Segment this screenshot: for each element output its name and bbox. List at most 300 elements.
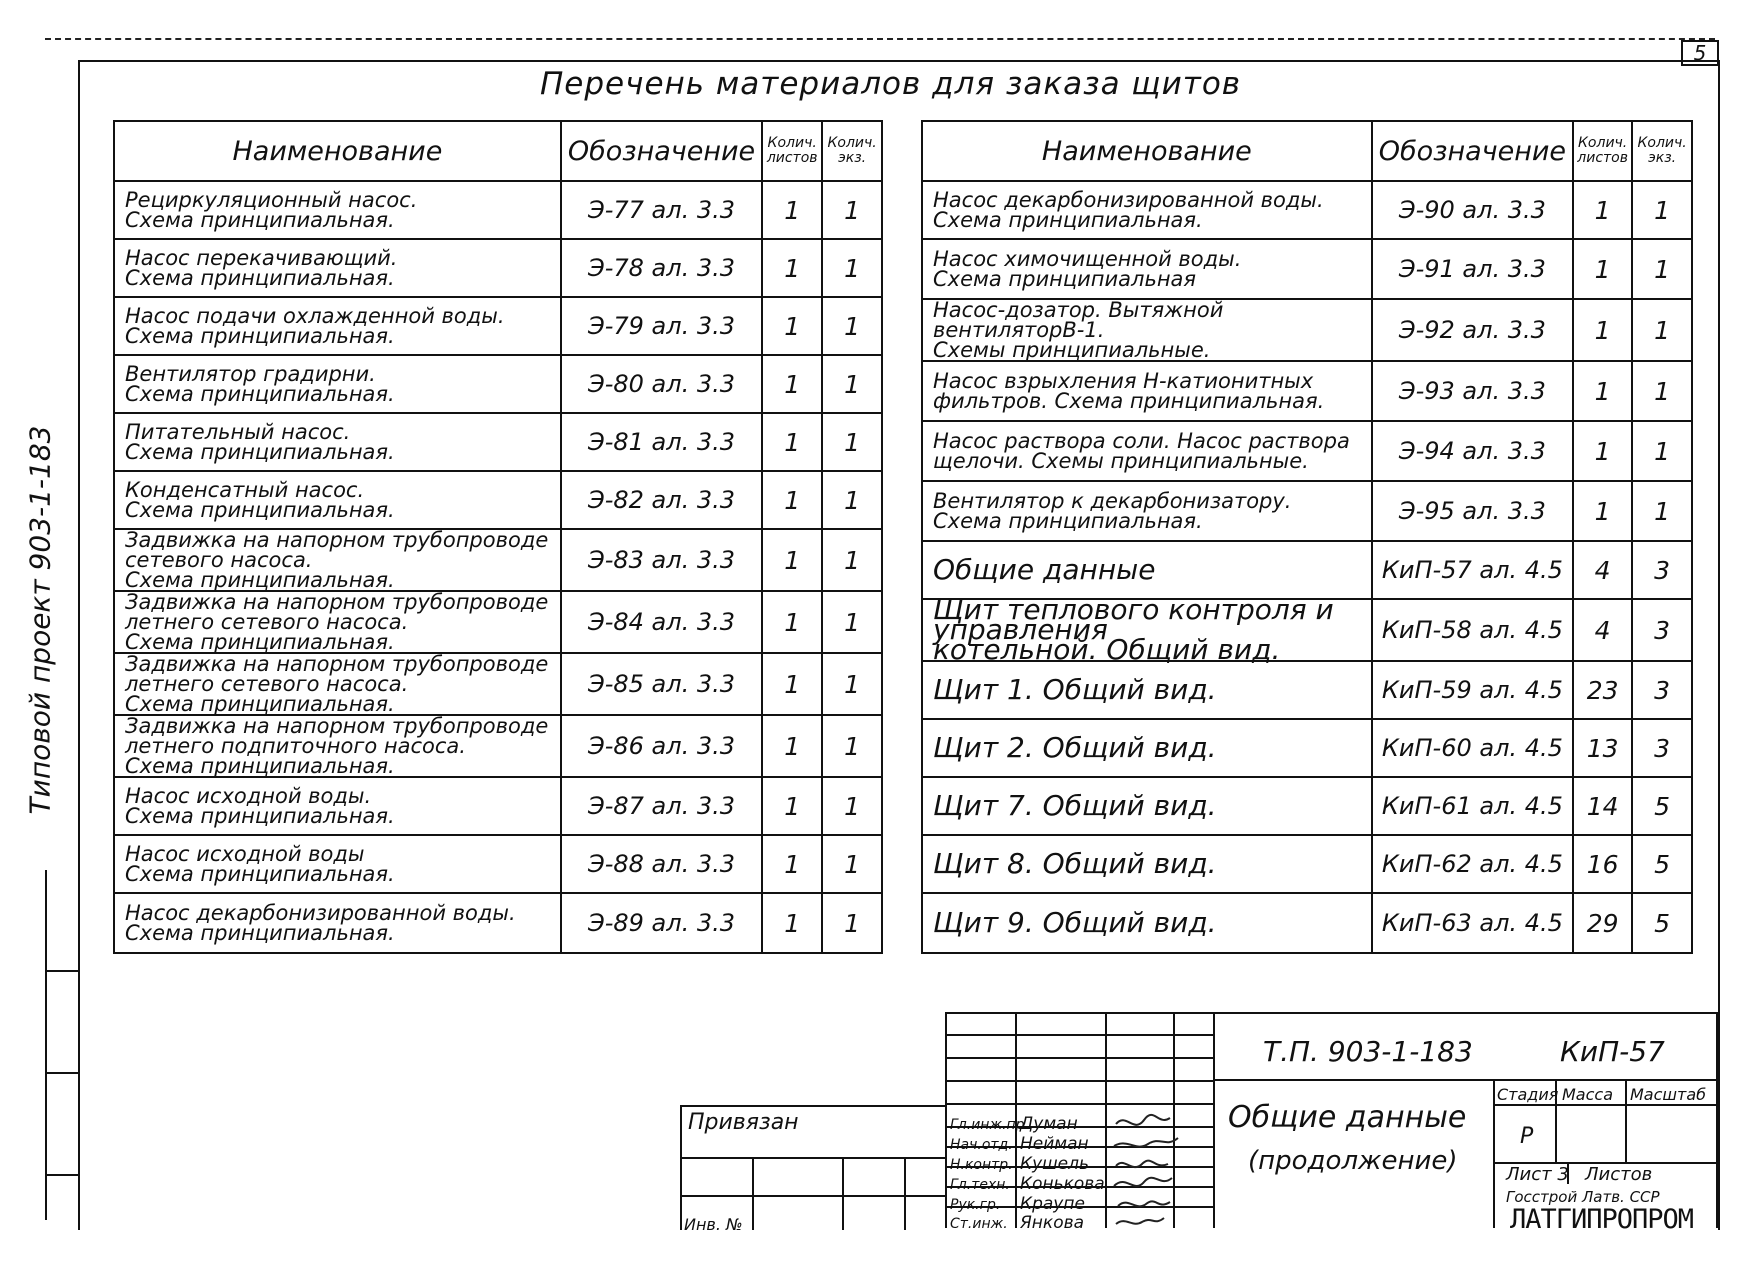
tb-line (1716, 1012, 1718, 1228)
item-name-text: Насос-дозатор. Вытяжной вентиляторВ-1. Схемы принципиальные. (933, 298, 1224, 362)
item-copy-count (1632, 661, 1692, 719)
header-name: Наименование (114, 121, 561, 181)
item-sheet-count-text: 23 (1586, 675, 1619, 705)
tb-line (1625, 1079, 1627, 1162)
item-designation (561, 239, 762, 297)
tb-line (945, 1012, 947, 1228)
item-name (922, 481, 1372, 541)
item-name-text: Задвижка на напорном трубопроводе летнего сетевого насоса. Схема принципиальная. (125, 590, 549, 654)
tb-line (945, 1080, 1213, 1082)
item-name-text: Щит 8. Общий вид. (933, 847, 1217, 880)
item-sheet-count (1573, 181, 1632, 239)
tb-line (1105, 1012, 1107, 1228)
side-stamp-divider (47, 1072, 80, 1074)
item-sheet-count (1573, 481, 1632, 541)
item-designation-text: КиП-59 ал. 4.5 (1381, 676, 1563, 704)
item-copy-count-text: 1 (844, 849, 861, 879)
item-designation (561, 893, 762, 953)
table-row (922, 361, 1692, 421)
table-row (114, 529, 882, 591)
item-sheet-count (762, 297, 822, 355)
item-name (922, 835, 1372, 893)
item-sheet-count (1573, 661, 1632, 719)
signature-name: Краупе (1020, 1194, 1085, 1214)
item-copy-count-text: 1 (844, 908, 861, 938)
item-designation (1372, 481, 1573, 541)
item-designation (1372, 893, 1573, 953)
item-copy-count (822, 181, 882, 239)
signature-name: Нейман (1020, 1134, 1089, 1154)
item-sheet-count-text: 4 (1594, 615, 1611, 645)
item-name (922, 181, 1372, 239)
item-copy-count-text: 5 (1654, 791, 1671, 821)
item-copy-count-text: 1 (844, 545, 861, 575)
item-copy-count (822, 413, 882, 471)
item-name-text: Насос подачи охлажденной воды. Схема принципиальная. (125, 304, 505, 348)
side-stamp-divider (47, 970, 80, 972)
item-copy-count (822, 777, 882, 835)
item-name (114, 653, 561, 715)
item-copy-count (822, 355, 882, 413)
tb-line (1213, 1079, 1716, 1081)
bound-divider (752, 1157, 754, 1230)
item-name (114, 297, 561, 355)
item-copy-count-text: 5 (1654, 908, 1671, 938)
table-row (114, 893, 882, 953)
item-designation-text: Э-82 ал. 3.3 (587, 486, 736, 514)
item-sheet-count (1573, 893, 1632, 953)
item-copy-count-text: 5 (1654, 849, 1671, 879)
item-name (114, 355, 561, 413)
item-sheet-count-text: 1 (1594, 254, 1611, 284)
table-row (922, 239, 1692, 299)
sheets-total-label: Листов (1585, 1164, 1653, 1185)
item-name (114, 835, 561, 893)
item-sheet-count (762, 893, 822, 953)
table-row (922, 481, 1692, 541)
table-row (114, 181, 882, 239)
item-name (114, 181, 561, 239)
item-name-text: Насос раствора соли. Насос раствора щелочи. Схемы принципиальные. (933, 429, 1350, 473)
document-subtitle: (продолжение) (1248, 1146, 1458, 1176)
item-name-text: Конденсатный насос. Схема принципиальная. (125, 478, 395, 522)
item-designation-text: КиП-63 ал. 4.5 (1381, 909, 1563, 937)
item-designation (1372, 719, 1573, 777)
item-sheet-count-text: 1 (1594, 496, 1611, 526)
item-copy-count-text: 1 (1654, 195, 1671, 225)
item-name (922, 593, 1372, 666)
item-sheet-count (1573, 361, 1632, 421)
item-designation (561, 413, 762, 471)
item-name-text: Щит 9. Общий вид. (933, 906, 1217, 939)
item-name (114, 413, 561, 471)
item-sheet-count (1573, 541, 1632, 599)
item-designation-text: Э-77 ал. 3.3 (587, 196, 736, 224)
item-sheet-count (1573, 835, 1632, 893)
item-copy-count-text: 1 (844, 731, 861, 761)
item-designation-text: Э-81 ал. 3.3 (587, 428, 736, 456)
header-sheets: Колич. листов (762, 121, 822, 181)
table-row (114, 297, 882, 355)
item-sheet-count (1573, 299, 1632, 361)
item-designation (1372, 777, 1573, 835)
item-copy-count (822, 297, 882, 355)
item-copy-count (1632, 239, 1692, 299)
item-designation-text: Э-92 ал. 3.3 (1398, 316, 1546, 344)
item-sheet-count-text: 1 (1594, 315, 1611, 345)
header-designation: Обозначение (1372, 121, 1573, 181)
table-row (114, 239, 882, 297)
item-copy-count (1632, 835, 1692, 893)
item-sheet-count-text: 1 (784, 669, 801, 699)
item-name-text: Задвижка на напорном трубопроводе летнего сетевого насоса. Схема принципиальная. (125, 652, 549, 716)
item-sheet-count-text: 16 (1586, 849, 1619, 879)
item-designation (561, 835, 762, 893)
item-name (922, 541, 1372, 599)
item-sheet-count-text: 1 (784, 485, 801, 515)
item-sheet-count-text: 1 (784, 607, 801, 637)
item-designation (561, 355, 762, 413)
item-designation-text: Э-94 ал. 3.3 (1398, 437, 1546, 465)
item-name-text: Насос химочищенной воды. Схема принципиальная (933, 247, 1242, 291)
item-sheet-count (762, 413, 822, 471)
item-sheet-count (762, 529, 822, 591)
item-name-text: Задвижка на напорном трубопроводе летнего подпиточного насоса. Схема принципиальная. (125, 714, 549, 778)
item-copy-count-text: 3 (1654, 733, 1671, 763)
header-copies: Колич. экз. (822, 121, 882, 181)
table-row (922, 599, 1692, 661)
item-copy-count (822, 653, 882, 715)
item-designation (1372, 361, 1573, 421)
item-copy-count-text: 3 (1654, 615, 1671, 645)
item-sheet-count-text: 1 (784, 311, 801, 341)
item-name (922, 893, 1372, 953)
item-sheet-count-text: 1 (1594, 195, 1611, 225)
item-copy-count (822, 239, 882, 297)
item-name-text: Насос исходной воды Схема принципиальная. (125, 842, 395, 886)
item-copy-count-text: 1 (1654, 376, 1671, 406)
document-code: Т.П. 903-1-183 (1263, 1035, 1473, 1068)
item-designation (561, 591, 762, 653)
item-name-text: Насос взрыхления Н-катионитных фильтров. Схема принципиальная. (933, 369, 1325, 413)
signature-role: Н.контр. (950, 1157, 1013, 1173)
item-copy-count-text: 1 (844, 195, 861, 225)
item-name-text: Общие данные (933, 553, 1156, 586)
signature-name: Конькова (1020, 1174, 1105, 1194)
table-row (922, 661, 1692, 719)
item-sheet-count-text: 1 (784, 908, 801, 938)
sheet-number: Лист 3 (1506, 1164, 1569, 1185)
item-designation-text: Э-80 ал. 3.3 (587, 370, 736, 398)
item-copy-count (822, 529, 882, 591)
item-designation-text: КиП-57 ал. 4.5 (1381, 556, 1563, 584)
header-designation: Обозначение (561, 121, 762, 181)
table-row (114, 715, 882, 777)
item-name-text: Насос декарбонизированной воды. Схема принципиальная. (125, 901, 516, 945)
item-sheet-count-text: 13 (1586, 733, 1619, 763)
signature-role: Гл.техн. (950, 1177, 1010, 1193)
item-designation (1372, 421, 1573, 481)
item-designation-text: Э-85 ал. 3.3 (587, 670, 736, 698)
item-designation-text: Э-83 ал. 3.3 (587, 546, 736, 574)
item-designation-text: КиП-58 ал. 4.5 (1381, 616, 1563, 644)
item-copy-count-text: 1 (1654, 436, 1671, 466)
left-materials-table (113, 120, 883, 954)
item-designation-text: КиП-60 ал. 4.5 (1381, 734, 1563, 762)
item-designation (561, 777, 762, 835)
item-name-text: Вентилятор к декарбонизатору. Схема принципиальная. (933, 489, 1292, 533)
item-name (922, 661, 1372, 719)
item-name-text: Насос перекачивающий. Схема принципиальная. (125, 246, 398, 290)
item-name (114, 715, 561, 777)
bound-divider (682, 1195, 947, 1197)
bound-divider (682, 1157, 947, 1159)
header-sheets: Колич. листов (1573, 121, 1632, 181)
item-designation (1372, 541, 1573, 599)
item-copy-count (1632, 299, 1692, 361)
item-copy-count-text: 1 (844, 485, 861, 515)
item-designation (561, 471, 762, 529)
item-sheet-count-text: 1 (784, 731, 801, 761)
item-copy-count-text: 1 (844, 253, 861, 283)
item-name-text: Насос декарбонизированной воды. Схема принципиальная. (933, 188, 1324, 232)
item-designation-text: Э-79 ал. 3.3 (587, 312, 736, 340)
item-designation (1372, 835, 1573, 893)
item-designation-text: Э-86 ал. 3.3 (587, 732, 736, 760)
tb-line (945, 1034, 1213, 1036)
inventory-label: Инв. № (684, 1215, 743, 1234)
table-row (922, 541, 1692, 599)
item-sheet-count (1573, 719, 1632, 777)
stage-header: Стадия (1497, 1085, 1559, 1104)
tb-line (945, 1103, 1213, 1105)
side-stamp-divider (47, 1174, 80, 1176)
table-row (922, 181, 1692, 239)
top-dashed-line (45, 38, 1715, 40)
item-sheet-count (762, 181, 822, 239)
item-designation-text: КиП-61 ал. 4.5 (1381, 792, 1563, 820)
item-designation (561, 297, 762, 355)
item-name (114, 471, 561, 529)
item-name (922, 239, 1372, 299)
tb-line (1213, 1012, 1215, 1228)
item-sheet-count (762, 835, 822, 893)
organization-line1: Госстрой Латв. ССР (1506, 1188, 1660, 1206)
item-sheet-count-text: 1 (784, 195, 801, 225)
item-sheet-count-text: 1 (784, 253, 801, 283)
item-designation-text: Э-90 ал. 3.3 (1398, 196, 1546, 224)
item-copy-count-text: 3 (1654, 675, 1671, 705)
item-sheet-count (1573, 777, 1632, 835)
signature-name: Янкова (1020, 1213, 1085, 1233)
bound-divider (842, 1157, 844, 1230)
side-project-label: Типовой проект 903-1-183 (23, 425, 57, 815)
item-copy-count (822, 715, 882, 777)
item-copy-count (1632, 421, 1692, 481)
item-designation-text: Э-89 ал. 3.3 (587, 909, 736, 937)
item-sheet-count (762, 591, 822, 653)
item-name (114, 239, 561, 297)
item-designation-text: Э-93 ал. 3.3 (1398, 377, 1546, 405)
right-materials-table (921, 120, 1693, 954)
item-copy-count-text: 3 (1654, 555, 1671, 585)
item-copy-count (1632, 777, 1692, 835)
signature-role: Гл.инж.пр. (950, 1117, 1030, 1133)
item-name (922, 421, 1372, 481)
table-header-row (114, 121, 882, 181)
item-name-text: Вентилятор градирни. Схема принципиальная. (125, 362, 395, 406)
header-name: Наименование (922, 121, 1372, 181)
table-row (114, 653, 882, 715)
signature-name: Кушель (1020, 1154, 1090, 1174)
item-copy-count-text: 1 (1654, 254, 1671, 284)
item-name-text: Щит 2. Общий вид. (933, 731, 1217, 764)
item-designation (561, 653, 762, 715)
item-sheet-count-text: 29 (1586, 908, 1619, 938)
item-copy-count (822, 471, 882, 529)
tb-line (1493, 1079, 1495, 1228)
item-designation (1372, 181, 1573, 239)
item-copy-count (822, 835, 882, 893)
page-title: Перечень материалов для заказа щитов (540, 66, 1242, 102)
item-copy-count-text: 1 (844, 669, 861, 699)
item-sheet-count-text: 1 (1594, 376, 1611, 406)
item-sheet-count (762, 653, 822, 715)
item-designation-text: Э-88 ал. 3.3 (587, 850, 736, 878)
item-sheet-count (762, 715, 822, 777)
sheet-code: КиП-57 (1560, 1035, 1665, 1068)
signature-role: Нач.отд. (950, 1137, 1013, 1153)
table-row (114, 355, 882, 413)
organization-name: ЛАТГИПРОПРОМ (1510, 1204, 1694, 1235)
item-sheet-count-text: 1 (1594, 436, 1611, 466)
table-row (922, 299, 1692, 361)
item-name-text: Щит 7. Общий вид. (933, 789, 1217, 822)
item-copy-count-text: 1 (844, 791, 861, 821)
item-copy-count-text: 1 (1654, 496, 1671, 526)
scale-header: Масштаб (1630, 1085, 1707, 1104)
item-name-text: Щит теплового контроля и управления котельной. Общий вид. (933, 593, 1334, 666)
item-designation (1372, 299, 1573, 361)
item-sheet-count-text: 1 (784, 369, 801, 399)
item-designation-text: Э-87 ал. 3.3 (587, 792, 736, 820)
item-copy-count-text: 1 (844, 607, 861, 637)
item-name-text: Рециркуляционный насос. Схема принципиальная. (125, 188, 418, 232)
item-sheet-count (762, 355, 822, 413)
table-row (922, 777, 1692, 835)
item-name (922, 361, 1372, 421)
item-name-text: Насос исходной воды. Схема принципиальная. (125, 784, 395, 828)
item-sheet-count-text: 1 (784, 791, 801, 821)
item-sheet-count (762, 239, 822, 297)
item-name (922, 719, 1372, 777)
item-sheet-count-text: 4 (1594, 555, 1611, 585)
item-designation (1372, 661, 1573, 719)
table-row (114, 591, 882, 653)
stage-value: Р (1520, 1124, 1534, 1149)
item-designation-text: Э-91 ал. 3.3 (1398, 255, 1546, 283)
item-designation (561, 181, 762, 239)
item-copy-count (1632, 481, 1692, 541)
table-row (922, 893, 1692, 953)
item-designation-text: КиП-62 ал. 4.5 (1381, 850, 1563, 878)
bound-label: Привязан (688, 1110, 799, 1135)
item-sheet-count (1573, 239, 1632, 299)
signature-name: Думан (1020, 1114, 1078, 1134)
handwritten-signatures (1108, 1110, 1212, 1228)
item-name (114, 893, 561, 953)
signature-role: Ст.инж. (950, 1216, 1008, 1232)
item-designation-text: Э-78 ал. 3.3 (587, 254, 736, 282)
item-copy-count (1632, 599, 1692, 661)
mass-header: Масса (1562, 1085, 1614, 1104)
item-designation (561, 529, 762, 591)
item-copy-count (1632, 361, 1692, 421)
header-copies: Колич. экз. (1632, 121, 1692, 181)
tb-line (945, 1057, 1213, 1059)
table-row (922, 835, 1692, 893)
item-name (114, 529, 561, 591)
table-row (114, 777, 882, 835)
item-name-text: Задвижка на напорном трубопроводе сетевого насоса. Схема принципиальная. (125, 528, 549, 592)
item-name (114, 591, 561, 653)
item-copy-count-text: 1 (844, 369, 861, 399)
table-row (114, 835, 882, 893)
item-copy-count (1632, 893, 1692, 953)
item-sheet-count (1573, 421, 1632, 481)
item-designation-text: Э-84 ал. 3.3 (587, 608, 736, 636)
table-row (114, 471, 882, 529)
item-sheet-count (762, 471, 822, 529)
bound-divider (904, 1157, 906, 1230)
item-copy-count-text: 1 (1654, 315, 1671, 345)
page-number: 5 (1681, 40, 1719, 66)
item-copy-count (1632, 181, 1692, 239)
item-copy-count (1632, 719, 1692, 777)
item-name (922, 777, 1372, 835)
side-margin (0, 0, 78, 1266)
item-copy-count-text: 1 (844, 311, 861, 341)
item-sheet-count-text: 1 (784, 545, 801, 575)
item-copy-count (822, 591, 882, 653)
table-header-row (922, 121, 1692, 181)
item-designation (561, 715, 762, 777)
item-copy-count (1632, 541, 1692, 599)
item-sheet-count (1573, 599, 1632, 661)
tb-line (1493, 1104, 1716, 1106)
side-stamp-box (45, 870, 80, 1220)
table-row (114, 413, 882, 471)
item-sheet-count (762, 777, 822, 835)
item-designation (1372, 599, 1573, 661)
signature-role: Рук.гр. (950, 1197, 1001, 1213)
item-sheet-count-text: 1 (784, 427, 801, 457)
item-name (922, 299, 1372, 361)
table-row (922, 421, 1692, 481)
document-title: Общие данные (1228, 1100, 1467, 1135)
tb-line (945, 1012, 1716, 1014)
item-name-text: Питательный насос. Схема принципиальная. (125, 420, 395, 464)
item-sheet-count-text: 14 (1586, 791, 1619, 821)
item-name (114, 777, 561, 835)
item-designation (1372, 239, 1573, 299)
item-sheet-count-text: 1 (784, 849, 801, 879)
item-copy-count (822, 893, 882, 953)
item-copy-count-text: 1 (844, 427, 861, 457)
item-designation-text: Э-95 ал. 3.3 (1398, 497, 1546, 525)
item-name-text: Щит 1. Общий вид. (933, 673, 1217, 706)
table-row (922, 719, 1692, 777)
